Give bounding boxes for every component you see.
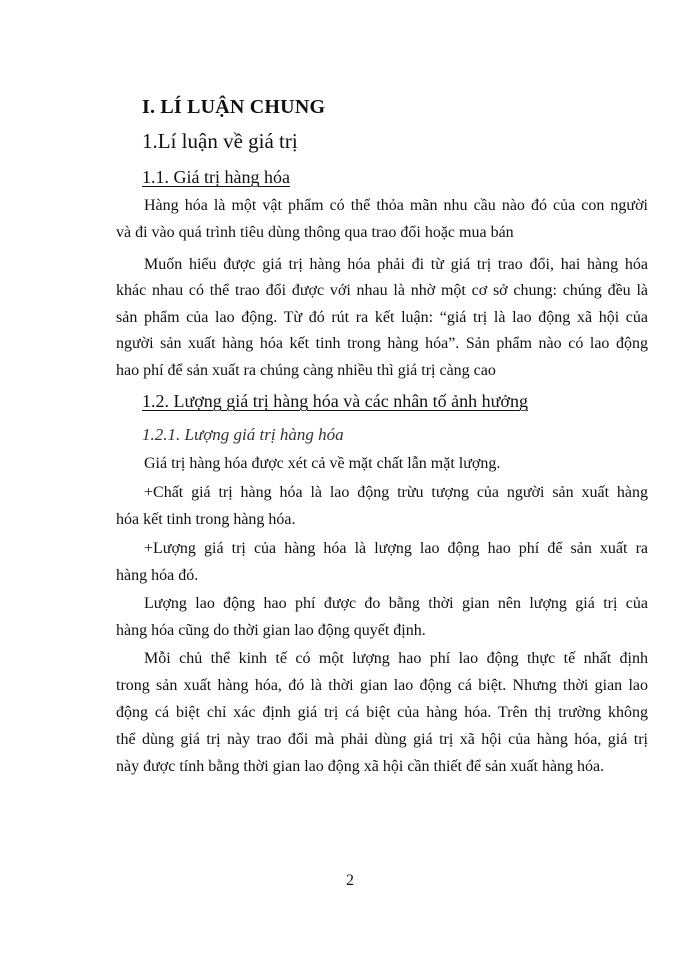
- paragraph-line: hóa kết tinh trong hàng hóa.: [116, 511, 296, 528]
- paragraph-line: khác nhau có thể trao đổi được với nhau là nhờ một cơ sở chung: chúng đều là: [116, 282, 648, 299]
- heading-subsection-1-1: 1.1. Giá trị hàng hóa: [142, 167, 290, 187]
- page-number: 2: [346, 872, 354, 889]
- paragraph-line: sản phẩm của lao động. Từ đó rút ra kết luận: “giá trị là lao động xã hội của: [116, 309, 648, 326]
- paragraph-line: người sản xuất hàng hóa kết tinh trong hàng hóa”. Sản phẩm nào có lao động: [116, 335, 648, 352]
- paragraph-line: +Lượng giá trị của hàng hóa là lượng lao động hao phí để sản xuất ra: [144, 540, 648, 557]
- paragraph-line: +Chất giá trị hàng hóa là lao động trừu tượng của người sản xuất hàng: [144, 484, 648, 501]
- paragraph-line: này được tính bằng thời gian lao động xã hội cần thiết để sản xuất hàng hóa.: [116, 758, 605, 775]
- paragraph-line: Muốn hiểu được giá trị hàng hóa phải đi từ giá trị trao đổi, hai hàng hóa: [144, 256, 648, 273]
- paragraph-line: hàng hóa cũng do thời gian lao động quyết định.: [116, 622, 426, 639]
- paragraph-line: Giá trị hàng hóa được xét cả về mặt chất lẫn mặt lượng.: [144, 455, 501, 472]
- paragraph-line: động cá biệt chỉ xác định giá trị cá biệt của hàng hóa. Trên thị trường không: [116, 704, 648, 721]
- paragraph-line: hao phí để sản xuất ra chúng càng nhiều thì giá trị càng cao: [116, 362, 496, 379]
- paragraph-line: trong sản xuất hàng hóa, đó là thời gian lao động cá biệt. Nhưng thời gian lao: [116, 677, 648, 694]
- paragraph-line: hàng hóa đó.: [116, 567, 199, 584]
- paragraph-line: thể dùng giá trị này trao đổi mà phải dùng giá trị xã hội của hàng hóa, giá trị: [116, 731, 648, 748]
- heading-subsection-1-2: 1.2. Lượng giá trị hàng hóa và các nhân tố ảnh hưởng: [142, 391, 528, 411]
- heading-subsection-1-2-1: 1.2.1. Lượng giá trị hàng hóa: [142, 425, 344, 444]
- paragraph-line: Mỗi chủ thể kinh tế có một lượng hao phí lao động thực tế nhất định: [144, 650, 648, 667]
- paragraph-line: Hàng hóa là một vật phẩm có thể thỏa mãn nhu cầu nào đó của con người: [144, 197, 648, 214]
- paragraph-line: và đi vào quá trình tiêu dùng thông qua trao đổi hoặc mua bán: [116, 224, 514, 241]
- heading-main: I. LÍ LUẬN CHUNG: [142, 96, 326, 118]
- paragraph-line: Lượng lao động hao phí được đo bằng thời gian nên lượng giá trị của: [144, 595, 648, 612]
- heading-section-1: 1.Lí luận về giá trị: [142, 129, 298, 153]
